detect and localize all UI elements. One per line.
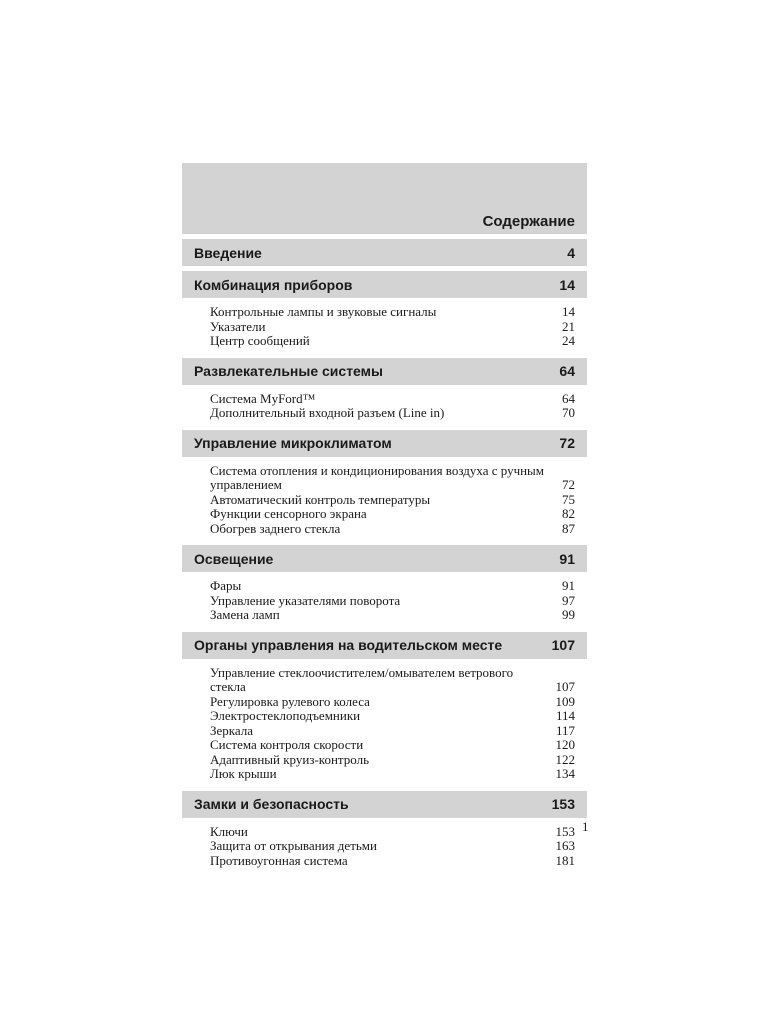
toc-entry[interactable]: [210, 738, 575, 753]
entry-page-number: 87: [562, 520, 575, 536]
section-page-number: 72: [559, 435, 575, 451]
section-items: [182, 385, 587, 425]
entry-title: Управление указателями поворота: [210, 592, 401, 608]
entry-page-number: 122: [555, 751, 575, 767]
entry-title: Система MyFord™: [210, 390, 316, 406]
entry-page-number: 109: [555, 693, 575, 709]
page-title: Содержание: [482, 213, 575, 230]
entry-page-number: 24: [562, 333, 575, 348]
entry-title: Адаптивный круиз-контроль: [210, 751, 369, 767]
toc-entry[interactable]: [210, 839, 575, 854]
header-banner: [182, 163, 587, 234]
entry-title: Функции сенсорного экрана: [210, 506, 367, 521]
section-heading[interactable]: [182, 632, 587, 659]
toc-section: [182, 430, 587, 541]
entry-page-number: 82: [562, 506, 575, 521]
page-number: 1: [582, 819, 589, 834]
section-title: Развлекательные системы: [194, 363, 383, 379]
toc-entry[interactable]: [210, 493, 575, 508]
entry-title: Замена ламп: [210, 607, 280, 622]
entry-page-number: 134: [555, 766, 575, 781]
toc-entry[interactable]: [210, 320, 575, 335]
toc-entry[interactable]: [210, 464, 575, 493]
section-heading[interactable]: [182, 271, 587, 298]
toc-entry[interactable]: [210, 825, 575, 840]
toc-entry[interactable]: [210, 392, 575, 407]
section-title: Органы управления на водительском месте: [194, 637, 503, 653]
toc-sections: [182, 239, 587, 872]
entry-title: Ключи: [210, 823, 248, 839]
entry-title: Центр сообщений: [210, 333, 310, 348]
section-items: [182, 298, 587, 353]
entry-title: Контрольные лампы и звуковые сигналы: [210, 304, 437, 319]
toc-section: [182, 239, 587, 266]
toc-entry[interactable]: [210, 695, 575, 710]
toc-entry[interactable]: [210, 507, 575, 522]
entry-title: Указатели: [210, 318, 266, 334]
entry-title: Дополнительный входной разъем (Line in): [210, 405, 445, 420]
entry-page-number: 114: [555, 708, 575, 723]
toc-section: [182, 358, 587, 425]
toc-entry[interactable]: [210, 305, 575, 320]
entry-title: Управление стеклоочистителем/омывателем ветрового стекла: [210, 664, 514, 694]
entry-title: Фары: [210, 578, 242, 593]
section-page-number: 14: [559, 276, 575, 293]
section-heading[interactable]: [182, 430, 587, 457]
toc-section: [182, 271, 587, 353]
entry-page-number: 117: [555, 722, 575, 738]
entry-page-number: 72: [562, 477, 575, 492]
section-items: [182, 572, 587, 627]
entry-page-number: 70: [562, 405, 575, 420]
entry-page-number: 181: [555, 852, 575, 868]
entry-title: Обогрев заднего стекла: [210, 520, 341, 536]
entry-page-number: 75: [562, 491, 575, 507]
entry-title: Автоматический контроль температуры: [210, 491, 431, 507]
entry-page-number: 163: [555, 838, 575, 853]
section-heading[interactable]: [182, 358, 587, 385]
entry-page-number: 14: [562, 304, 575, 319]
toc-entry[interactable]: [210, 666, 575, 695]
toc-section: [182, 791, 587, 873]
toc-entry[interactable]: [210, 522, 575, 537]
section-items: [182, 818, 587, 873]
entry-title: Система отопления и кондиционирования воздуха с ручным управлением: [210, 462, 545, 492]
entry-title: Зеркала: [210, 722, 254, 738]
toc-entry[interactable]: [210, 594, 575, 609]
entry-page-number: 107: [555, 679, 575, 694]
section-items: [182, 457, 587, 541]
section-title: Комбинация приборов: [194, 276, 353, 293]
toc-entry[interactable]: [210, 854, 575, 869]
table-of-contents: [182, 163, 587, 872]
entry-title: Защита от открывания детьми: [210, 838, 377, 853]
entry-title: Регулировка рулевого колеса: [210, 693, 370, 709]
entry-page-number: 120: [555, 737, 575, 752]
section-heading[interactable]: [182, 545, 587, 572]
toc-entry[interactable]: [210, 406, 575, 421]
entry-title: Противоугонная система: [210, 852, 348, 868]
entry-title: Люк крыши: [210, 766, 277, 781]
toc-entry[interactable]: [210, 334, 575, 349]
section-title: Замки и безопасность: [194, 796, 349, 812]
entry-page-number: 153: [555, 823, 575, 839]
section-items: [182, 659, 587, 786]
toc-entry[interactable]: [210, 709, 575, 724]
section-page-number: 4: [567, 244, 575, 261]
section-page-number: 64: [559, 363, 575, 379]
section-page-number: 153: [551, 796, 575, 812]
toc-entry[interactable]: [210, 753, 575, 768]
toc-entry[interactable]: [210, 724, 575, 739]
section-heading[interactable]: [182, 791, 587, 818]
section-page-number: 107: [551, 637, 575, 653]
section-title: Введение: [194, 244, 262, 261]
entry-page-number: 64: [562, 390, 575, 406]
toc-entry[interactable]: [210, 608, 575, 623]
section-title: Освещение: [194, 550, 274, 567]
entry-page-number: 99: [562, 607, 575, 622]
toc-entry[interactable]: [210, 579, 575, 594]
toc-section: [182, 545, 587, 627]
section-title: Управление микроклиматом: [194, 435, 392, 451]
toc-section: [182, 632, 587, 786]
entry-page-number: 91: [562, 578, 575, 593]
section-page-number: 91: [559, 550, 575, 567]
entry-page-number: 21: [562, 318, 575, 334]
entry-title: Система контроля скорости: [210, 737, 364, 752]
entry-title: Электростеклоподъемники: [210, 708, 361, 723]
toc-entry[interactable]: [210, 767, 575, 782]
section-heading[interactable]: [182, 239, 587, 266]
entry-page-number: 97: [562, 592, 575, 608]
